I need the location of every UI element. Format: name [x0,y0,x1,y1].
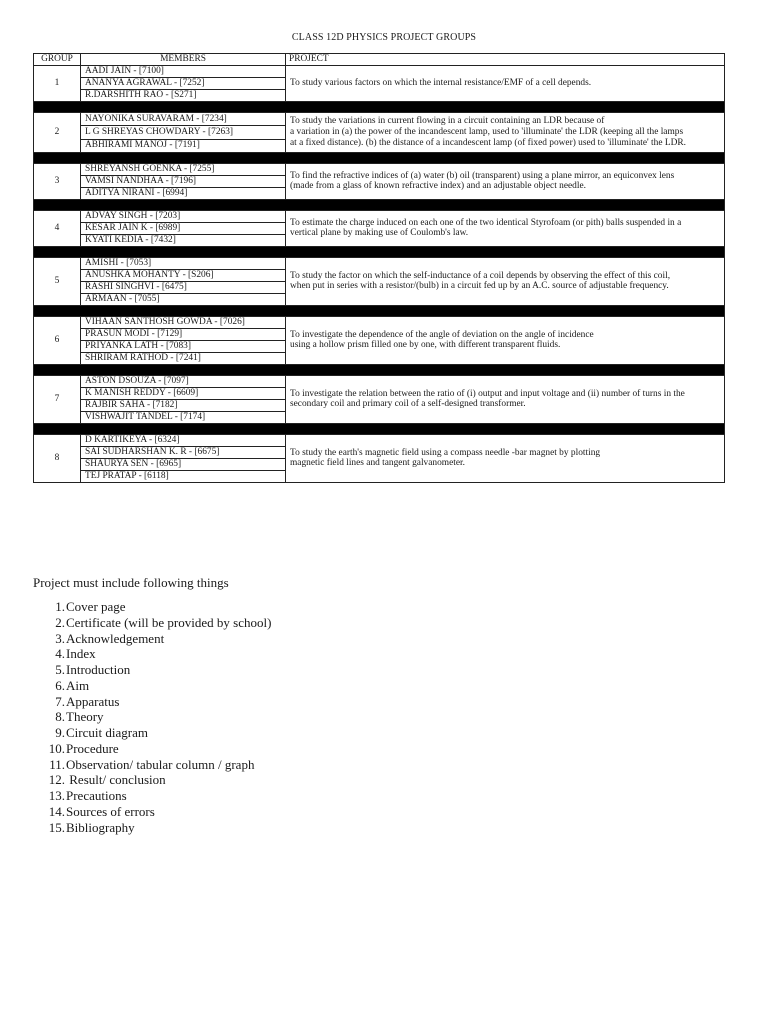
member-name: ANUSHKA MOHANTY - [S206] [81,269,286,281]
project-description: To study the earth's magnetic field using a compass needle -bar magnet by plotting magnetic field lines and tangent galvanometer. [286,434,725,482]
group-separator [34,152,725,163]
separator-bar [34,423,725,434]
requirements-heading: Project must include following things [33,575,229,590]
list-item-text: Result/ conclusion [66,772,166,788]
project-description: To find the refractive indices of (a) water (b) oil (transparent) using a plane mirror, an equiconvex lens (made from a glass of known refractive index) and an adjustable object needle. [286,163,725,199]
list-item [33,772,271,788]
list-item-number: 8. [55,709,65,725]
list-item-number: 15. [48,819,65,835]
list-item-text: Certificate (will be provided by school) [66,614,272,630]
member-name: ABHIRAMI MANOJ - [7191] [81,139,286,152]
table-header-row [34,54,725,66]
list-item [33,725,271,741]
list-item [33,788,271,804]
header-members: MEMBERS [81,54,286,66]
group-number: 8 [34,434,81,482]
member-name: SHRIRAM RATHOD - [7241] [81,352,286,364]
list-item-number: 10. [48,740,65,756]
list-item [33,694,271,710]
header-project: PROJECT [286,54,725,66]
group-number: 2 [34,113,81,153]
separator-bar [34,152,725,163]
member-name: SHAURYA SEN - [6965] [81,458,286,470]
table-row [34,66,725,78]
table-body [34,66,725,483]
member-name: R.DARSHITH RAO - [S271] [81,90,286,102]
list-item-number: 3. [55,630,65,646]
member-name: K MANISH REDDY - [6609] [81,387,286,399]
table-row [34,434,725,446]
list-item-text: Bibliography [66,819,135,835]
separator-bar [34,246,725,257]
group-number: 3 [34,163,81,199]
member-name: AADI JAIN - [7100] [81,66,286,78]
list-item-text: Index [66,646,96,662]
member-name: KYATI KEDIA - [7432] [81,234,286,246]
group-number: 1 [34,66,81,102]
member-name: ANANYA AGRAWAL - [7252] [81,78,286,90]
requirements-list [33,599,271,835]
requirements-section [33,575,271,835]
project-description: To estimate the charge induced on each one of the two identical Styrofoam (or pith) balls suspended in a vertical plane by making use of Coulomb's law. [286,210,725,246]
list-item [33,678,271,694]
list-item-text: Acknowledgement [66,630,165,646]
member-name: PRASUN MODI - [7129] [81,328,286,340]
member-name: VIHAAN SANTHOSH GOWDA - [7026] [81,316,286,328]
member-name: ARMAAN - [7055] [81,293,286,305]
list-item-text: Circuit diagram [66,725,148,740]
separator-bar [34,102,725,113]
table-row [34,210,725,222]
list-item-number: 6. [55,677,65,693]
member-name: PRIYANKA LATH - [7083] [81,340,286,352]
document-title: CLASS 12D PHYSICS PROJECT GROUPS [291,32,477,43]
group-separator [34,102,725,113]
member-name: TEJ PRATAP - [6118] [81,470,286,482]
list-item [33,599,271,615]
member-name: RASHI SINGHVI - [6475] [81,281,286,293]
list-item-number: 2. [55,614,65,630]
list-item [33,646,271,662]
list-item-text: Sources of errors [66,803,155,819]
list-item-number: 9. [55,725,65,740]
list-item-text: Aim [66,677,90,693]
project-description: To investigate the relation between the ratio of (i) output and input voltage and (ii) number of turns in the secondary coil and primary coil of a self-designed transformer. [286,375,725,423]
list-item-text: Procedure [66,740,119,756]
group-separator [34,423,725,434]
list-item-number: 13. [48,788,65,803]
list-item-number: 1. [55,599,65,614]
header-group: GROUP [34,54,81,66]
member-name: AMISHI - [7053] [81,257,286,269]
list-item [33,631,271,647]
member-name: VAMSI NANDHAA - [7196] [81,175,286,187]
group-separator [34,364,725,375]
group-number: 7 [34,375,81,423]
separator-bar [34,305,725,316]
member-name: ASTON DSOUZA - [7097] [81,375,286,387]
project-groups-table [33,53,725,483]
group-number: 4 [34,210,81,246]
table-row [34,375,725,387]
list-item-number: 11. [49,756,65,772]
member-name: VISHWAJIT TANDEL - [7174] [81,411,286,423]
list-item-text: Cover page [66,599,126,614]
project-description: To study various factors on which the internal resistance/EMF of a cell depends. [286,66,725,102]
list-item-number: 14. [48,803,65,819]
list-item [33,709,271,725]
group-separator [34,199,725,210]
separator-bar [34,364,725,375]
list-item [33,757,271,773]
list-item-number: 4. [55,646,65,662]
member-name: SAI SUDHARSHAN K. R - [6675] [81,446,286,458]
member-name: D KARTIKEYA - [6324] [81,434,286,446]
table-row [34,257,725,269]
list-item-text: Introduction [66,662,131,677]
project-description: To study the variations in current flowing in a circuit containing an LDR because of a variation in (a) the power of the incandescent lamp, used to 'illuminate' the LDR (keeping all the lamps at a fixed distance). (b) the distance of a incandescent lamp (of fixed power) used to 'illuminate' the LDR. [286,113,725,153]
list-item-text: Theory [66,709,104,725]
list-item [33,662,271,678]
group-separator [34,246,725,257]
group-separator [34,305,725,316]
separator-bar [34,199,725,210]
list-item-number: 5. [55,662,65,677]
member-name: SHREYANSH GOENKA - [7255] [81,163,286,175]
member-name: RAJBIR SAHA - [7182] [81,399,286,411]
project-description: To investigate the dependence of the angle of deviation on the angle of incidence using a hollow prism filled one by one, with different transparent fluids. [286,316,725,364]
list-item [33,820,271,836]
list-item [33,804,271,820]
group-number: 6 [34,316,81,364]
list-item-number: 7. [55,693,65,709]
member-name: ADITYA NIRANI - [6994] [81,187,286,199]
list-item-number: 12. [48,772,65,788]
group-number: 5 [34,257,81,305]
table-row [34,113,725,126]
list-item-text: Observation/ tabular column / graph [66,756,255,772]
list-item [33,615,271,631]
list-item-text: Apparatus [66,693,120,709]
member-name: NAYONIKA SURAVARAM - [7234] [81,113,286,126]
list-item [33,741,271,757]
table-row [34,163,725,175]
member-name: L G SHREYAS CHOWDARY - [7263] [81,126,286,139]
list-item-text: Precautions [66,788,127,803]
table-row [34,316,725,328]
project-description: To study the factor on which the self-inductance of a coil depends by observing the effect of this coil, when put in series with a resistor/(bulb) in a circuit fed up by an A.C. source of adjustable frequency. [286,257,725,305]
member-name: KESAR JAIN K - [6989] [81,222,286,234]
member-name: ADVAY SINGH - [7203] [81,210,286,222]
